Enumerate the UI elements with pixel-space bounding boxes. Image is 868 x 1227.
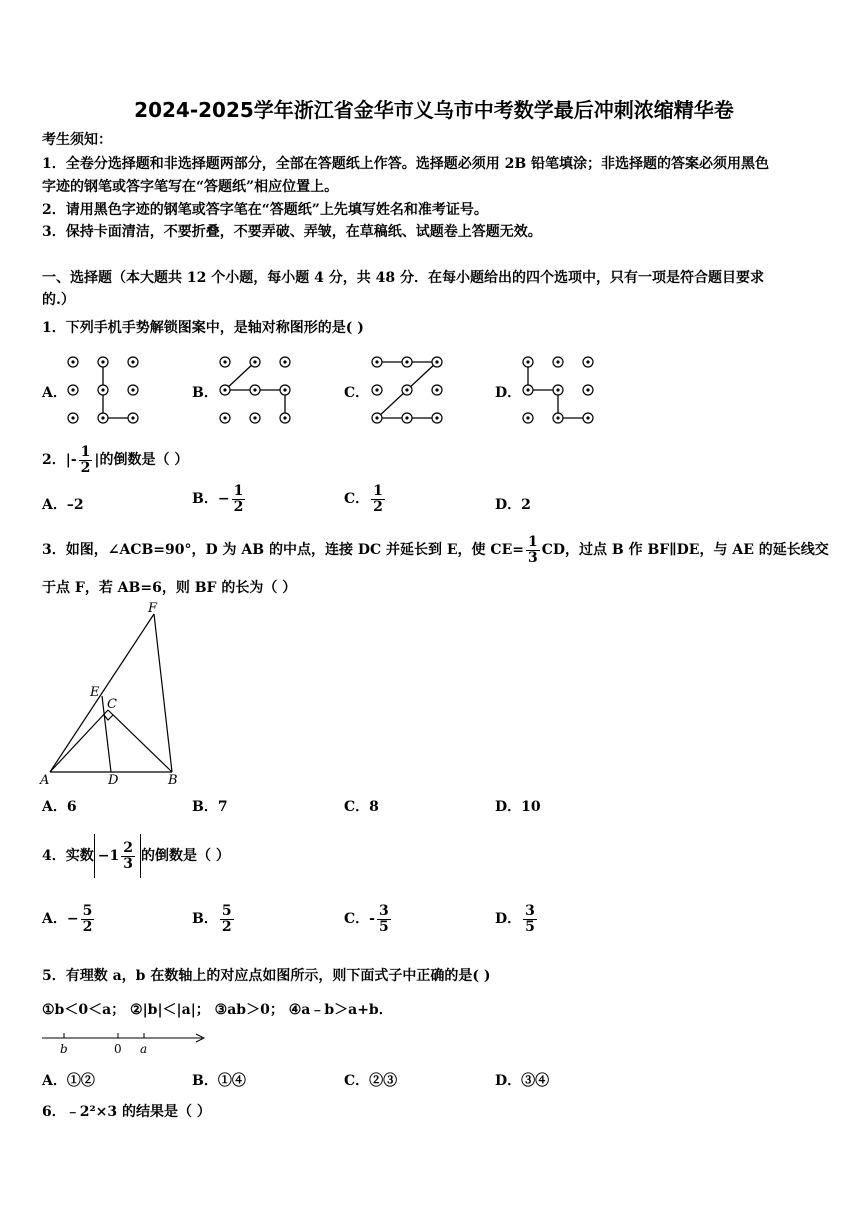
question-5-conditions: ①b＜0＜a； ②|b|＜|a|； ③ab＞0； ④a﹣b＞a+b． [42, 1002, 393, 1018]
notice-item: 2．请用黑色字迹的钢笔或答字笔在“答题纸”上先填写姓名和准考证号。 [42, 202, 488, 218]
q2-option-b: B．− $\frac{1}{2}$ [192, 483, 244, 515]
question-3-stem-cont: 于点 F，若 AB=6，则 BF 的长为（ ） [42, 580, 297, 596]
q3-geometry-figure [36, 602, 196, 794]
question-1-stem: 1．下列手机手势解锁图案中，是轴对称图形的是( ) [42, 320, 364, 336]
q4-option-d: D． $\frac{3}{5}$ [495, 903, 535, 935]
q3-option-d: D．10 [495, 799, 541, 815]
notice-item: 字迹的钢笔或答字笔写在“答题纸”相应位置上。 [42, 179, 339, 195]
point-label-d: D [108, 773, 119, 788]
fraction: $\frac{1}{3}$ [527, 533, 538, 566]
q2-option-d: D．2 [495, 497, 531, 513]
q5-option-d: D．③④ [495, 1073, 550, 1089]
fraction: $\frac{1}{2}$ [80, 443, 91, 476]
axis-label-a: a [140, 1042, 148, 1056]
absolute-value: −1 $\frac{2}{3}$ [94, 834, 141, 878]
q1-option-a-label: A． [42, 385, 67, 401]
q4-option-b: B． $\frac{5}{2}$ [192, 903, 232, 935]
section-heading-cont: 的.） [42, 292, 75, 308]
point-label-f: F [148, 602, 158, 616]
q1-pattern-b [212, 350, 302, 430]
q4-option-a: A．− $\frac{5}{2}$ [42, 903, 93, 935]
question-5-stem: 5．有理数 a，b 在数轴上的对应点如图所示，则下面式子中正确的是( ) [42, 968, 491, 984]
notice-item: 1．全卷分选择题和非选择题两部分，全部在答题纸上作答。选择题必须用 2B 铅笔填涂；非选择题的答案必须用黑色 [42, 156, 770, 172]
q1-option-c-label: C． [344, 385, 370, 401]
axis-label-b: b [60, 1042, 68, 1056]
q2-option-a: A．–2 [42, 497, 84, 513]
q1-pattern-d [515, 350, 605, 430]
q5-option-c: C．②③ [344, 1073, 398, 1089]
q2-option-c: C． $\frac{1}{2}$ [344, 483, 383, 515]
q3-option-c: C．8 [344, 799, 379, 815]
point-label-e: E [90, 685, 100, 700]
q1-option-b-label: B． [192, 385, 218, 401]
section-heading: 一、选择题（本大题共 12 个小题，每小题 4 分，共 48 分．在每小题给出的四个选项中，只有一项是符合题目要求 [42, 270, 764, 286]
q3-option-b: B．7 [192, 799, 228, 815]
point-label-b: B [168, 773, 178, 788]
question-2-stem: 2．|- $\frac{1}{2}$ |的倒数是（ ） [42, 443, 189, 476]
q5-number-line [40, 1028, 210, 1058]
q5-option-b: B．①④ [192, 1073, 246, 1089]
q5-option-a: A．①② [42, 1073, 95, 1089]
page-title: 2024-2025学年浙江省金华市义乌市中考数学最后冲刺浓缩精华卷 [134, 98, 734, 122]
point-label-c: C [107, 697, 117, 712]
question-4-stem: 4．实数 −1 $\frac{2}{3}$ 的倒数是（ ） [42, 834, 230, 878]
point-label-a: A [40, 773, 50, 788]
q1-option-d-label: D． [495, 385, 522, 401]
question-3-stem: 3．如图，∠ACB=90°，D 为 AB 的中点，连接 DC 并延长到 E，使 CE= $\frac{1}{3}$ CD，过点 B 作 BF∥DE，与 AE 的延长线交 [42, 533, 829, 566]
question-6-stem: 6．﹣2²×3 的结果是（ ） [42, 1104, 211, 1120]
q1-pattern-c [364, 350, 454, 430]
q4-option-c: C．- $\frac{3}{5}$ [344, 903, 389, 935]
notice-item: 3．保持卡面清洁，不要折叠，不要弄破、弄皱，在草稿纸、试题卷上答题无效。 [42, 224, 542, 240]
q1-pattern-a [60, 350, 150, 430]
axis-label-zero: 0 [114, 1042, 122, 1056]
q3-option-a: A．6 [42, 799, 77, 815]
notice-heading: 考生须知： [42, 132, 112, 148]
